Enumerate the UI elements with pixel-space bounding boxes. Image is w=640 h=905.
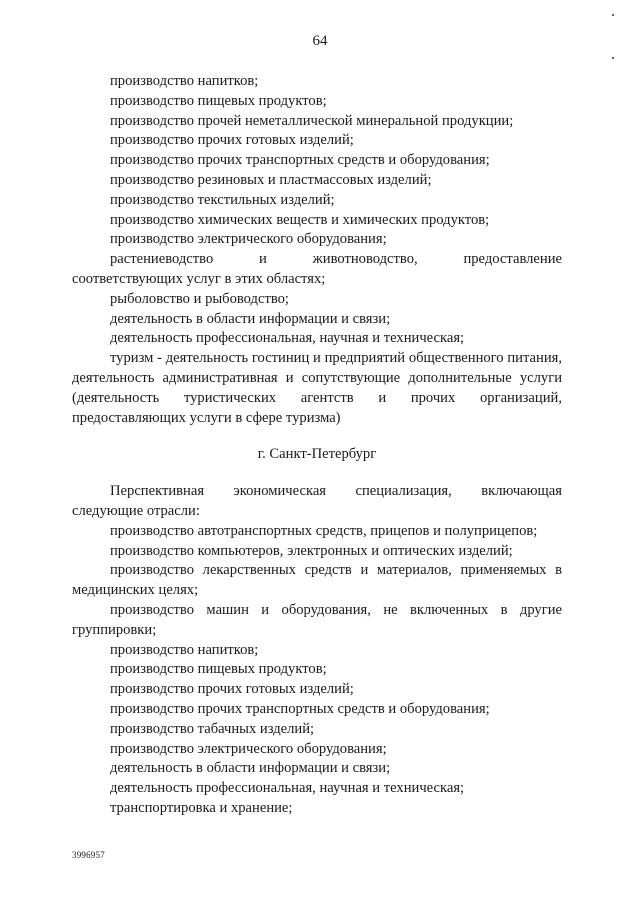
list-item: производство напитков;: [110, 73, 259, 89]
list-item-crop-line1: растениеводство и животноводство, предоставление: [110, 251, 562, 268]
list-item: производство компьютеров, электронных и оптических изделий;: [110, 542, 513, 559]
document-id: 3996957: [72, 850, 105, 860]
machinery-paragraph: производство машин и оборудования, не включенных в другие группировки;: [72, 601, 562, 638]
list-item: производство пищевых продуктов;: [110, 661, 327, 678]
list-item: производство пищевых продуктов;: [110, 92, 327, 109]
list-item: производство прочих транспортных средств и оборудования;: [110, 152, 490, 169]
scan-mark: [612, 14, 614, 16]
list-item: производство напитков;: [110, 641, 259, 658]
region-heading: г. Санкт-Петербург: [257, 446, 377, 463]
list-item: производство текстильных изделий;: [110, 191, 335, 208]
list-item: деятельность профессиональная, научная и техническая;: [110, 780, 465, 797]
pharma-paragraph: производство лекарственных средств и материалов, применяемых в медицинских целях;: [72, 562, 562, 599]
tourism-paragraph: туризм - деятельность гостиниц и предприятий общественного питания, деятельность административная и сопутствующие дополнительные услуги (деятельность туристических агентств и прочих организаций, предоставляющих услуги в сфере туризма): [72, 350, 562, 426]
list-item: производство прочих готовых изделий;: [110, 681, 354, 698]
list-item: производство резиновых и пластмассовых изделий;: [110, 171, 432, 188]
list-item: производство химических веществ и химических продуктов;: [110, 211, 490, 228]
list-item: производство электрического оборудования;: [110, 740, 387, 757]
list-item: деятельность профессиональная, научная и техническая;: [110, 330, 465, 347]
list-item: транспортировка и хранение;: [110, 799, 293, 816]
list-item: деятельность в области информации и связи;: [110, 760, 391, 777]
list-item: деятельность в области информации и связи;: [110, 310, 391, 327]
document-body: [72, 72, 562, 819]
intro-line1: Перспективная экономическая специализация, включающая: [110, 483, 562, 500]
list-item-crop-line2: соответствующих услуг в этих областях;: [72, 270, 326, 287]
list-item: производство электрического оборудования;: [110, 231, 387, 248]
scan-mark: [612, 57, 614, 59]
list-item: производство прочих готовых изделий;: [110, 132, 354, 149]
intro-line2: следующие отрасли:: [72, 502, 200, 519]
list-item: производство прочих транспортных средств и оборудования;: [110, 700, 490, 717]
list-item: производство прочей неметаллической минеральной продукции;: [110, 112, 514, 129]
list-item: производство табачных изделий;: [110, 720, 315, 737]
page-number: 64: [312, 33, 328, 49]
list-item: рыболовство и рыбоводство;: [110, 290, 289, 307]
list-item: производство автотранспортных средств, прицепов и полуприцепов;: [110, 522, 538, 539]
